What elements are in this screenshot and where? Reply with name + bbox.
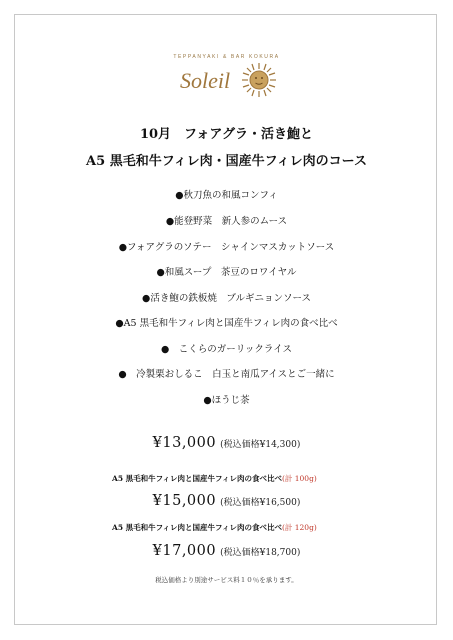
- option1-price-value: ¥15,000: [152, 493, 217, 509]
- menu-item: ● こくらのガーリックライス: [160, 344, 293, 355]
- logo: [0, 62, 453, 102]
- menu-item: ● 冷製栗おしるこ 白玉と南瓜アイスとご一緒に: [118, 369, 335, 380]
- option2-price: [0, 540, 453, 559]
- option1-text: A5 黒毛和牛フィレ肉と国産牛フィレ肉の食べ比べ: [112, 474, 282, 483]
- base-price-tax: (税込価格¥14,300): [220, 440, 301, 450]
- option2-text: A5 黒毛和牛フィレ肉と国産牛フィレ肉の食べ比べ: [112, 523, 282, 532]
- option1-weight: (計 100g): [281, 474, 317, 483]
- brand-subtitle: TEPPANYAKI & BAR KOKURA: [173, 54, 280, 60]
- course-title-line1: 10月 フォアグラ・活き鮑と: [139, 127, 314, 142]
- option1-label: [112, 473, 317, 484]
- sun-face-icon: [241, 62, 277, 98]
- menu-item: ●和風スープ 茶豆のロワイヤル: [156, 267, 297, 278]
- option2-price-tax: (税込価格¥18,700): [220, 548, 301, 558]
- option1-price: [0, 490, 453, 509]
- course-title-line2: A5 黒毛和牛フィレ肉・国産牛フィレ肉のコース: [86, 154, 367, 169]
- option2-label: [112, 522, 317, 533]
- menu-item: ●A5 黒毛和牛フィレ肉と国産牛フィレ肉の食べ比べ: [115, 318, 338, 329]
- menu-item: ●ほうじ茶: [203, 395, 250, 406]
- menu-item: ●秋刀魚の和風コンフィ: [175, 190, 278, 201]
- option2-weight: (計 120g): [281, 523, 317, 532]
- service-charge-note: 税込価格より別途サービス料１０％を承ります。: [155, 577, 298, 584]
- base-price: [0, 432, 453, 451]
- logo-text: Soleil: [180, 68, 231, 93]
- menu-item: ●能登野菜 新人参のムース: [165, 216, 288, 227]
- option1-price-tax: (税込価格¥16,500): [220, 498, 301, 508]
- menu-item: ●フォアグラのソテー シャインマスカットソース: [118, 242, 335, 253]
- base-price-value: ¥13,000: [152, 435, 217, 451]
- menu-item: ●活き鮑の鉄板焼 ブルギニョンソース: [142, 293, 311, 304]
- option2-price-value: ¥17,000: [152, 543, 217, 559]
